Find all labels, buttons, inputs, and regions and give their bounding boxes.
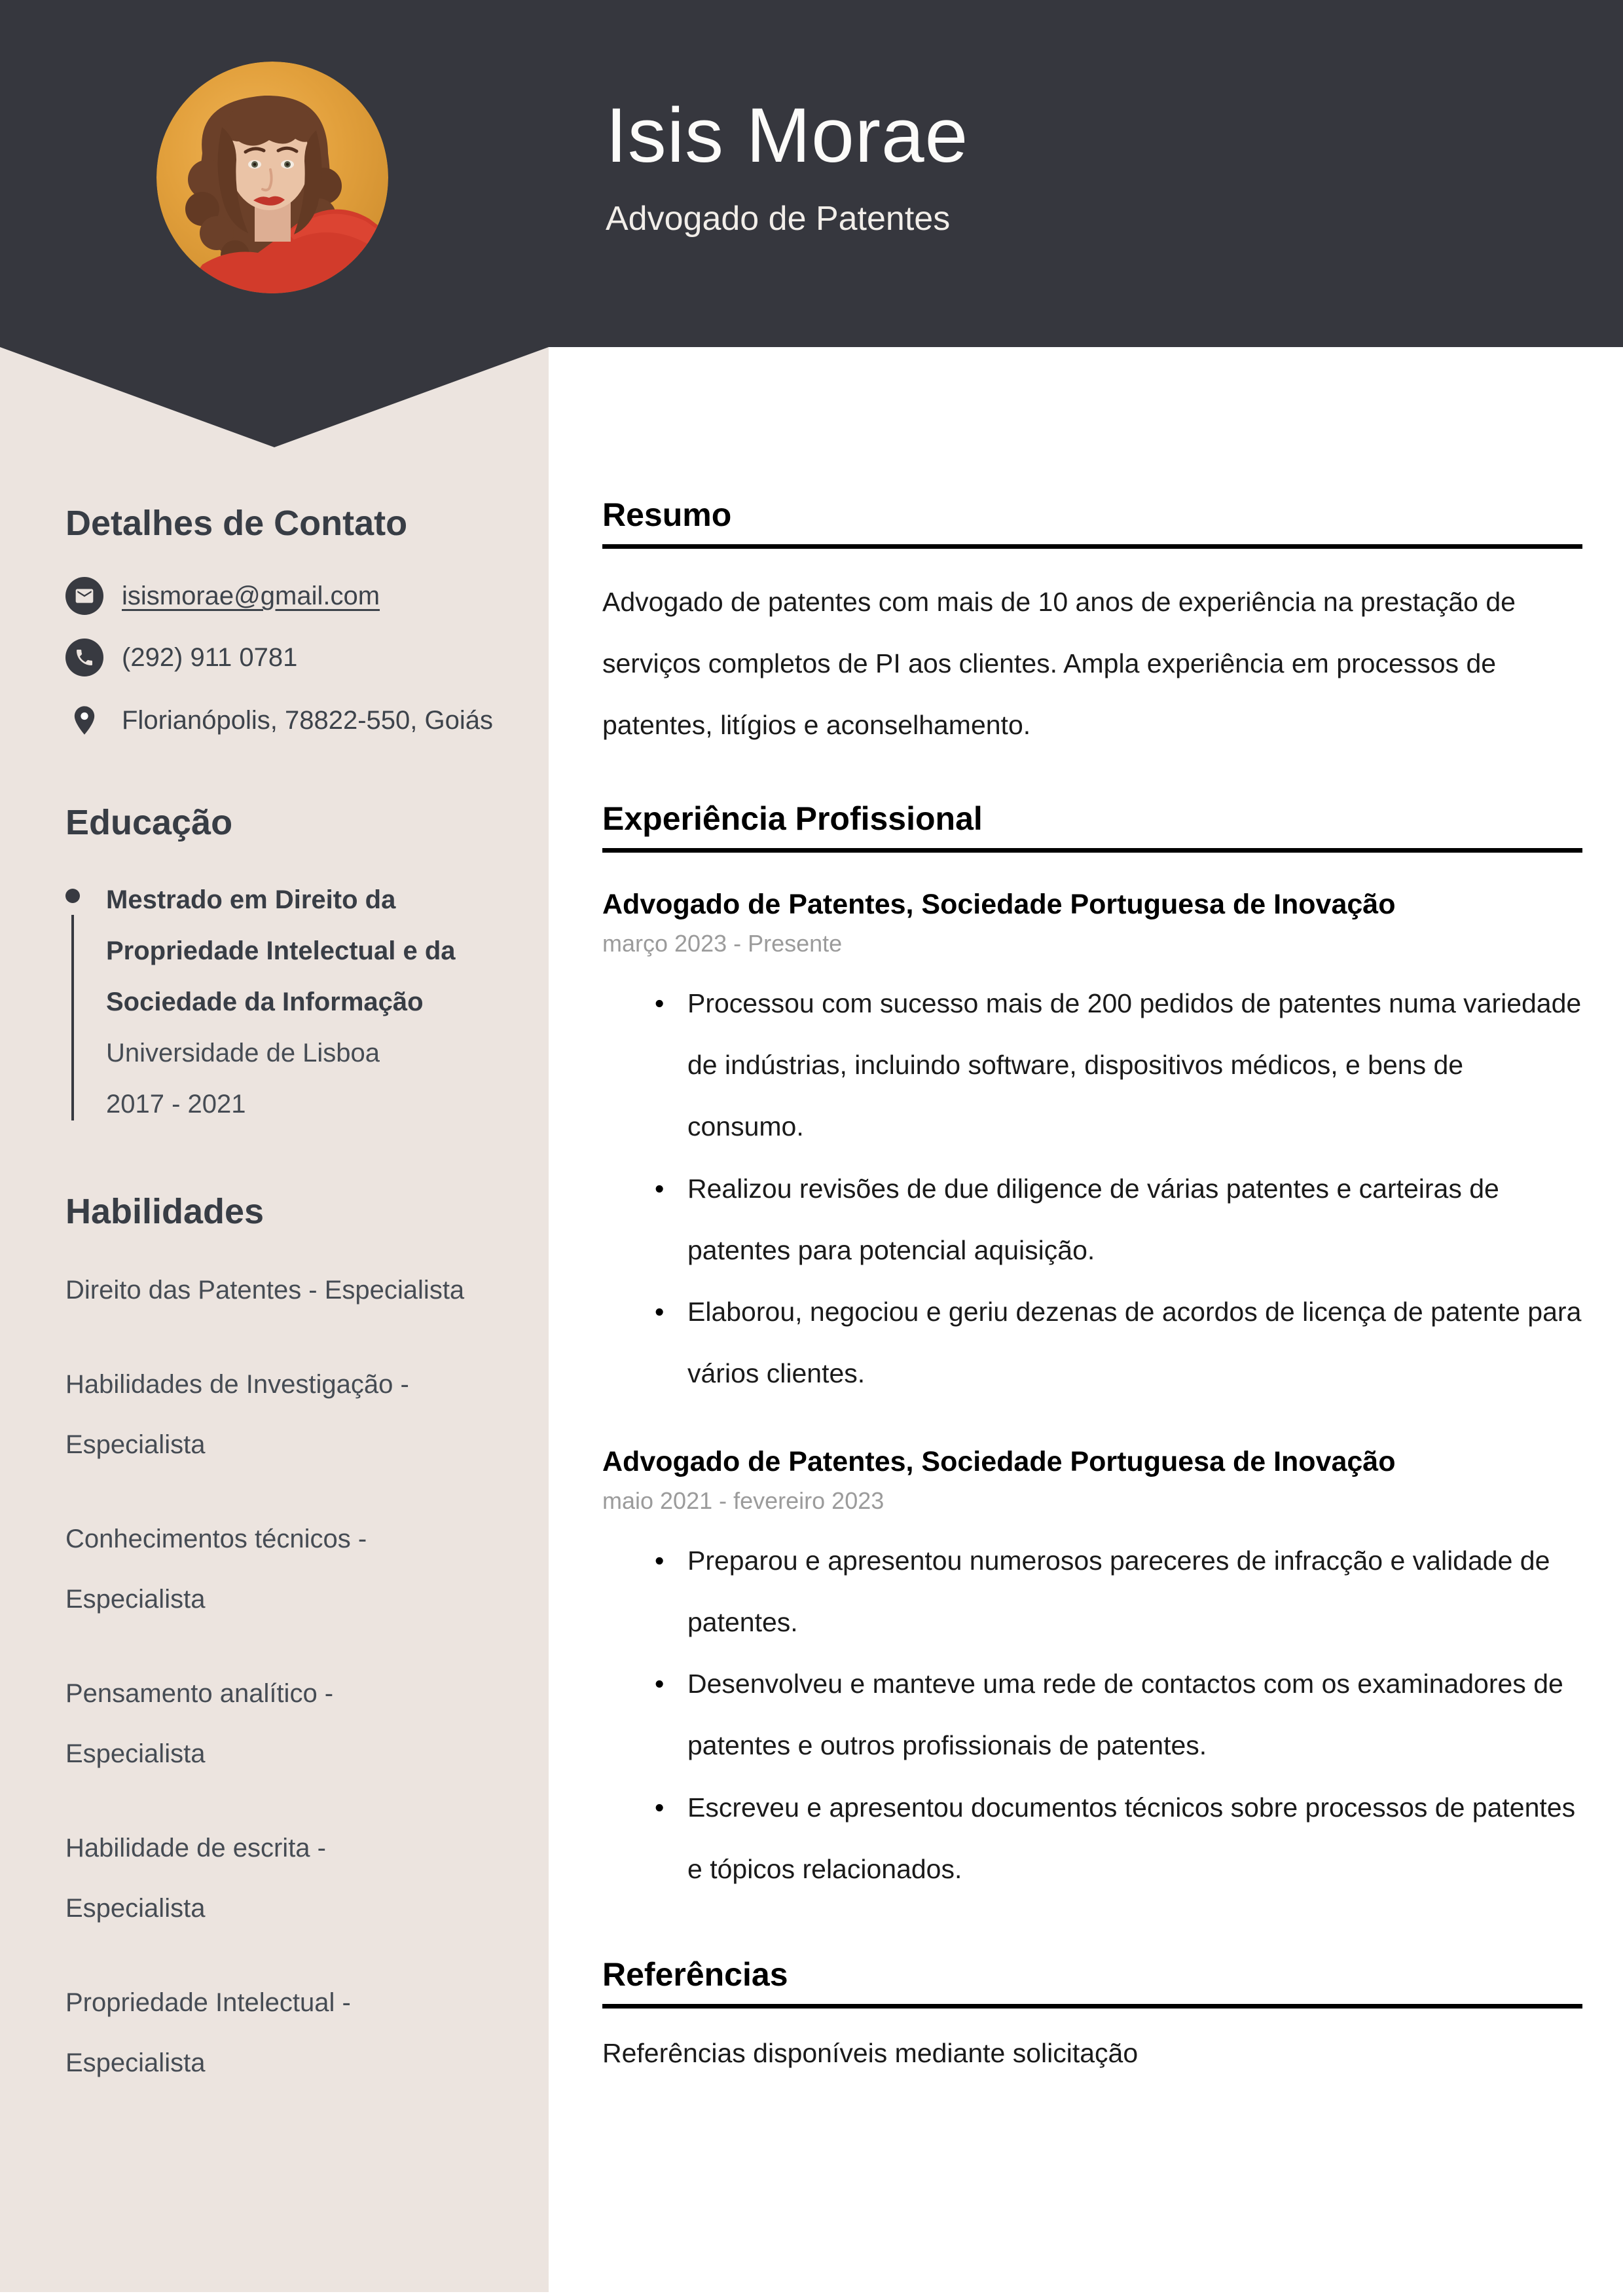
phone-icon (65, 639, 103, 676)
skill-item: Habilidade de escrita - Especialista (65, 1834, 326, 1923)
education-school: Universidade de Lisboa (106, 1038, 380, 1067)
person-name: Isis Morae (606, 92, 969, 179)
header-text-block (606, 92, 969, 238)
skills-heading: Habilidades (65, 1191, 264, 1231)
education-years: 2017 - 2021 (106, 1089, 246, 1119)
email-icon (65, 577, 103, 615)
job-entry (602, 888, 1582, 1405)
skill-item: Conhecimentos técnicos - Especialista (65, 1525, 367, 1614)
skills-section (65, 1193, 511, 2093)
skills-list (65, 1260, 511, 2093)
job-bullet-list (602, 972, 1582, 1405)
references-text: Referências disponíveis mediante solicitação (602, 2037, 1139, 2068)
contact-section (65, 504, 511, 741)
skill-item: Habilidades de Investigação - Especialista (65, 1370, 409, 1460)
job-date: março 2023 - Presente (602, 930, 843, 957)
contact-phone-value: (292) 911 0781 (122, 643, 298, 673)
education-item (65, 874, 511, 1130)
main-column (602, 498, 1582, 2072)
job-bullet: • Preparou e apresentou numerosos pareceres de infracção e validade de patentes. (602, 1530, 1582, 1654)
timeline-line (71, 915, 74, 1120)
summary-heading: Resumo (602, 496, 732, 533)
job-bullet-list (602, 1530, 1582, 1900)
contact-row-phone (65, 639, 511, 676)
heading-rule (602, 544, 1582, 549)
job-bullet: • Desenvolveu e manteve uma rede de contactos com os examinadores de patentes e outros profissionais de patentes. (602, 1653, 1582, 1777)
job-date: maio 2021 - fevereiro 2023 (602, 1487, 884, 1515)
summary-text: Advogado de patentes com mais de 10 anos de experiência na prestação de serviços completos de PI aos clientes. Ampla experiência em processos de patentes, litígios e aconselhamento. (602, 586, 1516, 741)
education-section (65, 804, 511, 1129)
skill-item: Pensamento analítico - Especialista (65, 1679, 334, 1769)
summary-section (602, 498, 1582, 756)
references-heading: Referências (602, 1956, 788, 1993)
experience-heading: Experiência Profissional (602, 800, 983, 838)
person-job-title: Advogado de Patentes (606, 200, 951, 238)
heading-rule (602, 2004, 1582, 2009)
contact-list (65, 577, 511, 741)
job-bullet: • Realizou revisões de due diligence de várias patentes e carteiras de patentes para potencial aquisição. (602, 1158, 1582, 1282)
sidebar-content (65, 504, 511, 2127)
education-degree: Mestrado em Direito da Propriedade Intelectual e da Sociedade da Informação (106, 885, 456, 1016)
avatar-photo (156, 62, 388, 293)
education-heading: Educação (65, 803, 233, 843)
skill-item: Direito das Patentes - Especialista (65, 1276, 465, 1305)
avatar-illustration (156, 62, 388, 293)
heading-rule (602, 848, 1582, 853)
contact-heading: Detalhes de Contato (65, 504, 408, 543)
location-pin-icon (65, 700, 103, 741)
contact-email-link[interactable]: isismorae@gmail.com (122, 582, 380, 611)
references-section (602, 1957, 1582, 2072)
job-entry (602, 1445, 1582, 1900)
job-bullet: • Elaborou, negociou e geriu dezenas de acordos de licença de patente para vários clientes. (602, 1281, 1582, 1405)
experience-section (602, 802, 1582, 1900)
job-bullet: • Escreveu e apresentou documentos técnicos sobre processos de patentes e tópicos relacionados. (602, 1777, 1582, 1900)
job-title: Advogado de Patentes, Sociedade Portuguesa de Inovação (602, 888, 1396, 920)
contact-row-location (65, 700, 511, 741)
timeline-dot-icon (65, 889, 80, 903)
job-title: Advogado de Patentes, Sociedade Portuguesa de Inovação (602, 1445, 1396, 1477)
contact-row-email (65, 577, 511, 615)
skill-item: Propriedade Intelectual - Especialista (65, 1988, 351, 2078)
job-bullet: • Processou com sucesso mais de 200 pedidos de patentes numa variedade de indústrias, incluindo software, dispositivos médicos, e bens de consumo. (602, 972, 1582, 1158)
contact-location-value: Florianópolis, 78822-550, Goiás (122, 706, 494, 735)
